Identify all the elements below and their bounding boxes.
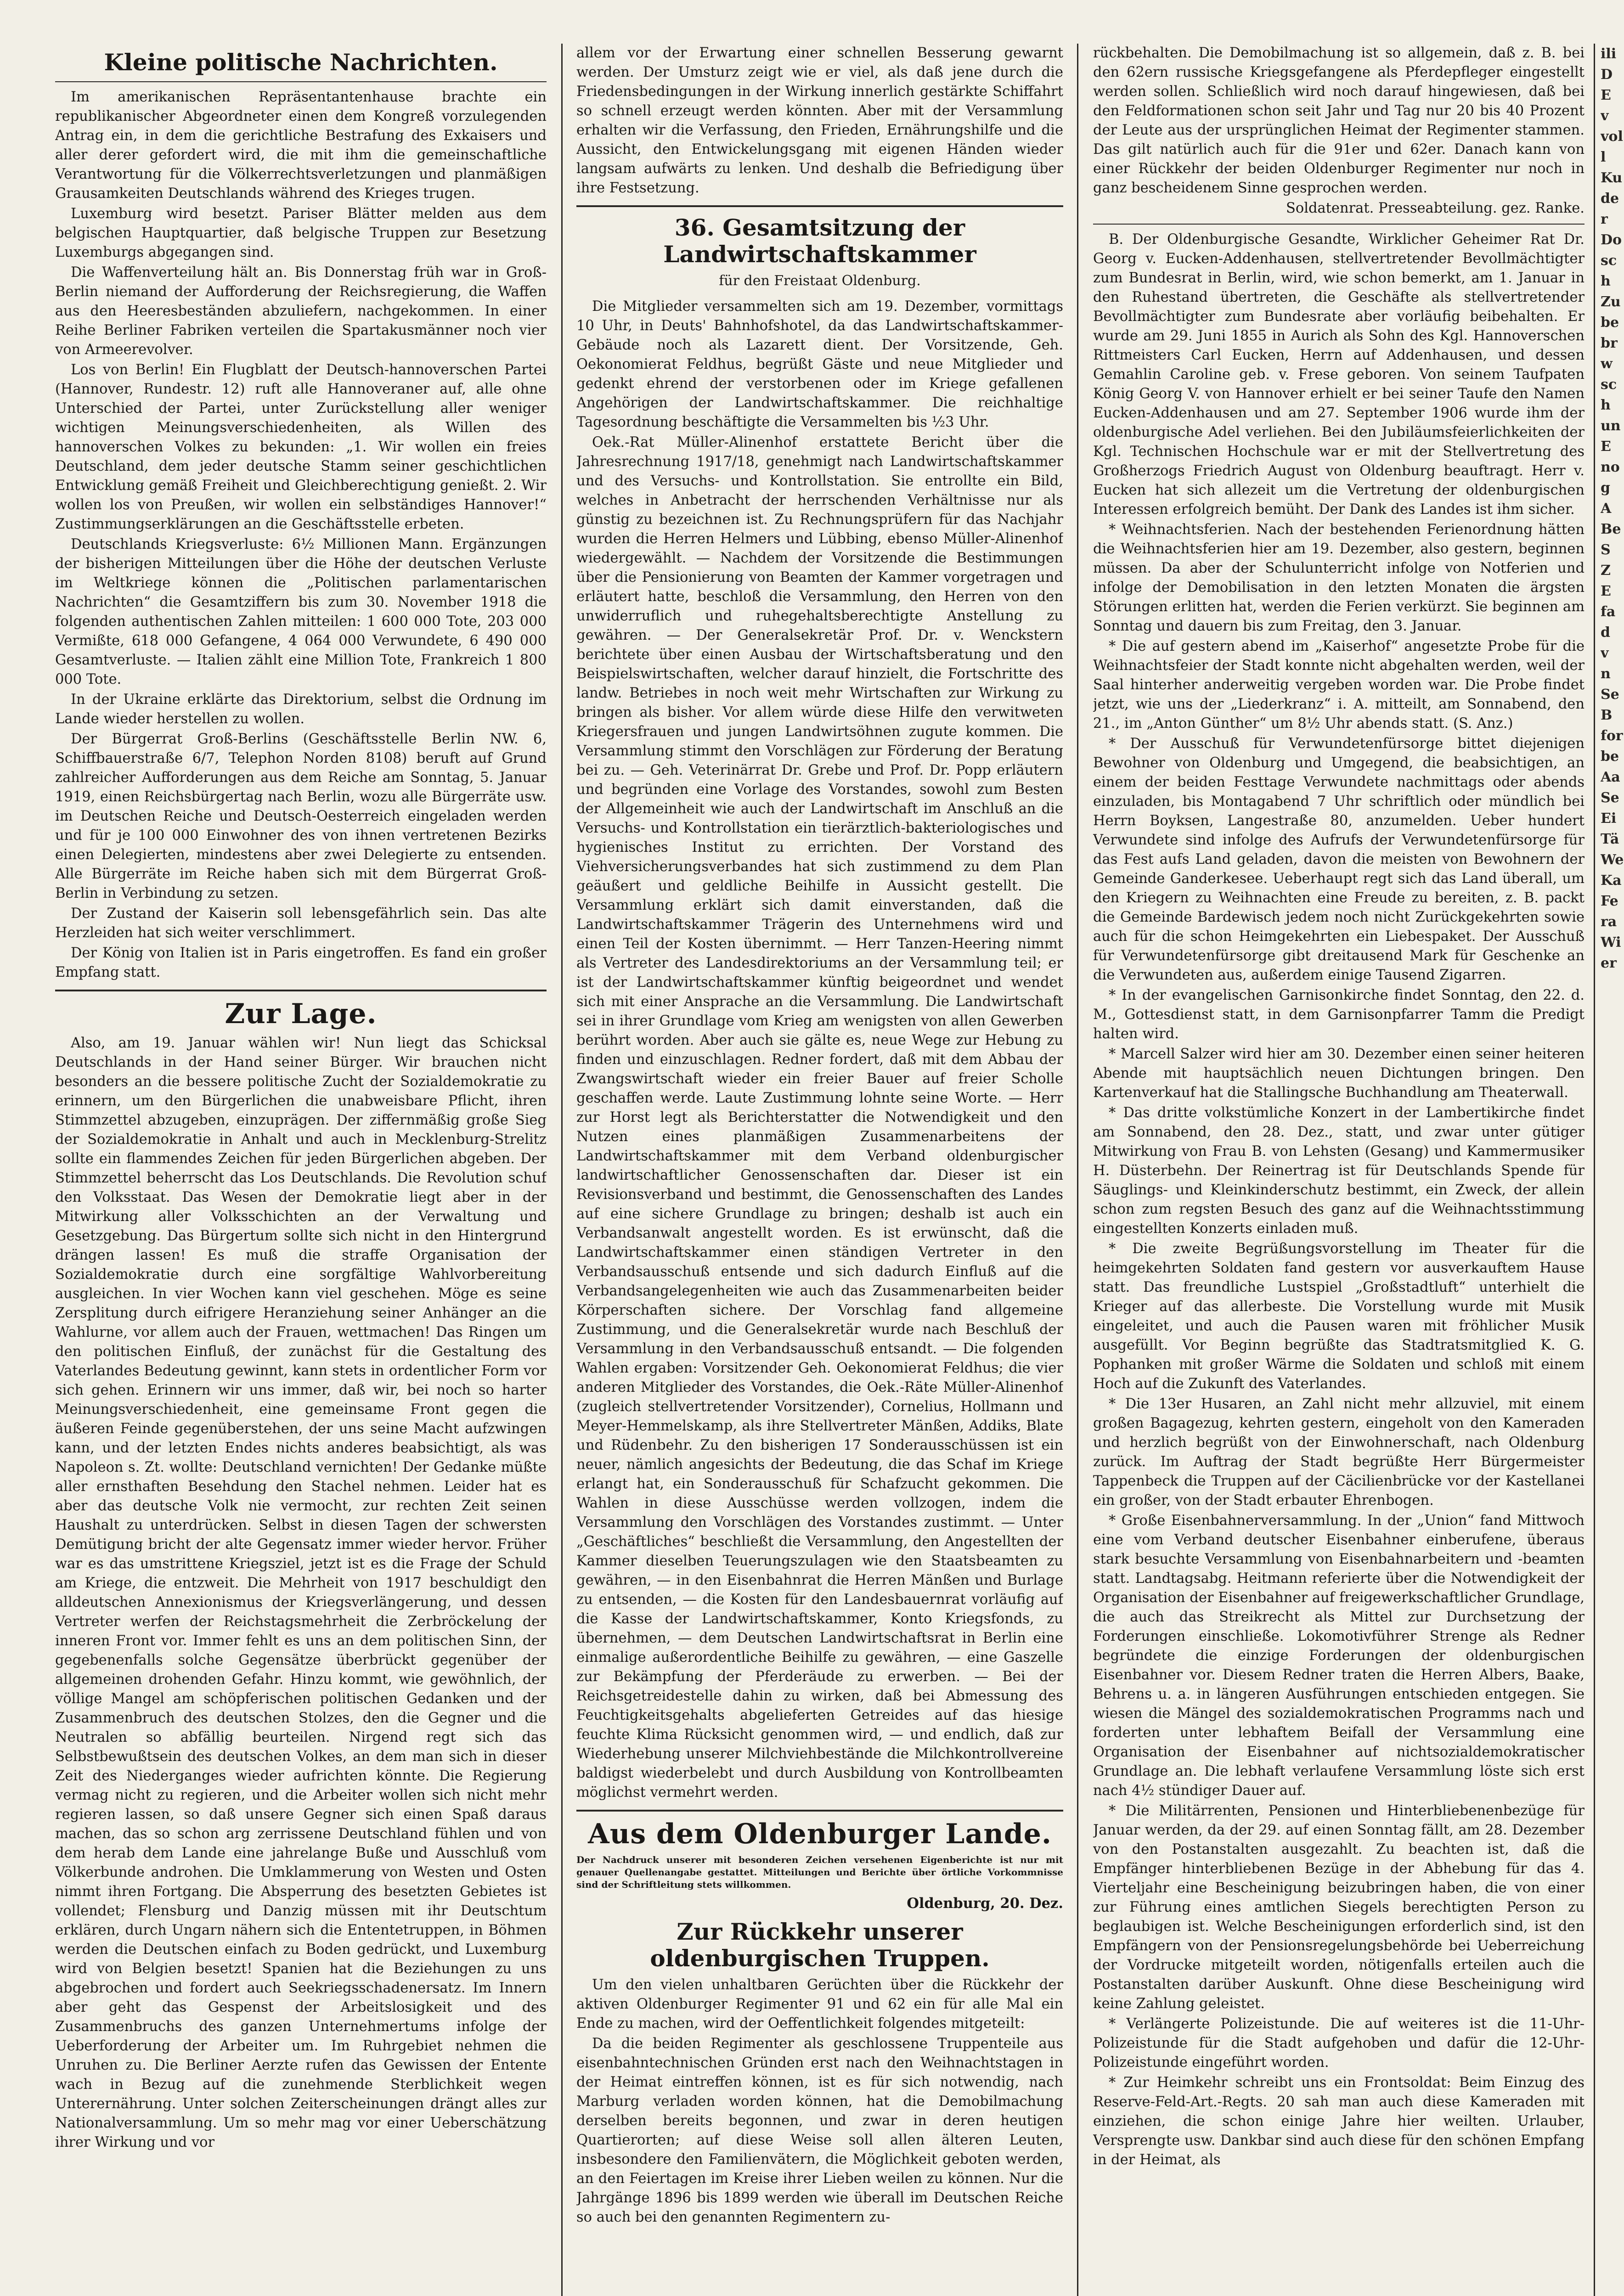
news-paragraph: Der Zustand der Kaiserin soll lebensgefährlich sein. Das alte Herzleiden hat sich weiter verschlimmert. bbox=[55, 906, 547, 941]
column-rule-3 bbox=[1594, 44, 1595, 2296]
divider bbox=[55, 990, 547, 991]
article-paragraph: Da die beiden Regimenter als geschlossene Truppenteile aus eisenbahntechnischen Gründen erst nach den Weihnachtstagen in der Heimat eintreffen können, ist es für sich notwendig, nach Marburg verladen worden können, hat die Demobilmachung derselben bereits begonnen, und zwar in deren heutigen Quartierorten; auf diese Weise soll allen älteren Leuten, insbesondere den Familienvätern, die Möglichkeit geboten werden, an den Feiertagen im Kreise ihrer Lieben weilen zu können. Nur die Jahrgänge 1896 bis 1899 werden wie überall im Deutschen Reiche so auch bei den genannten Regimentern zu- bbox=[576, 2036, 1063, 2225]
local-news-item: * Große Eisenbahnerversammlung. In der „Union“ fand Mittwoch eine vom Verband deutscher Eisenbahner einberufene, überaus stark besuchte Versammlung von Eisenbahnarbeitern und -beamten statt. Landtagsabg. Heitmann referierte über die Notwendigkeit der Organisation der Eisenbahner auf freigewerkschaftlicher Grundlage, die auch das Streikrecht als Mittel zur Durchsetzung der Forderungen einschließe. Lokomotivführer Strenge als Redner begründete die einzige Forderungen der oldenburgischen Eisenbahner vor. Diesem Redner traten die Herren Albers, Baake, Behrens u. a. in längeren Ausführungen entschieden entgegen. Sie wiesen die Mängel des sozialdemokratischen Programms nach und forderten unter lebhaftem Beifall der Versammlung eine Organisation der Eisenbahner auf nichtsozialdemokratischer Grundlage an. Die lebhaft verlaufene Versammlung löste sich erst nach 4½ stündiger Dauer auf. bbox=[1093, 1513, 1585, 1799]
column-rule-2 bbox=[1077, 44, 1078, 2296]
local-news-item: * Der Ausschuß für Verwundetenfürsorge bittet diejenigen Bewohner von Oldenburg und Umgegend, die beabsichtigen, an einem der beiden Festtage Verwundete nachmittags oder abends einzuladen, bis Montagabend 7 Uhr schriftlich oder mündlich bei Herrn Boyksen, Langestraße 80, anzumelden. Ueber hundert Verwundete sind infolge des Aufrufs der Verwundetenfürsorge für das Fest aufs Land geladen, davon die meisten von Bewohnern der Gemeinde Ganderkesee. Ueberhaupt regt sich das Land überall, um den Kriegern zu Weihnachten eine Freude zu bereiten, z. B. packt die Gemeinde Bardewisch jedem noch nicht Zurückgekehrten sowie auch für die schon Heimgekehrten ein Liebespaket. Der Ausschuß für Verwundetenfürsorge gibt dreitausend Mark für Geschenke an die Verwundeten aus, außerdem einige Tausend Zigarren. bbox=[1093, 736, 1585, 983]
article-body: Also, am 19. Januar wählen wir! Nun liegt das Schicksal Deutschlands in der Hand seiner Bürger. Wir brauchen nicht besonders an die bessere politische Zucht der Sozialdemokratie zu erinnern, um den Bürgerlichen die unabweisbare Pflicht, ihren Stimmzettel abzugeben, einzuprägen. Der ziffernmäßig große Sieg der Sozialdemokratie in Anhalt und auch in Mecklenburg-Strelitz sollte ein flammendes Zeichen für jeden Bürgerlichen abgeben. Der Stimmzettel beherrscht das Los Deutschlands. Die Revolution schuf den Volksstaat. Das Wesen der Demokratie liegt aber in der Mitwirkung aller Volksschichten an der Verwaltung und Gesetzgebung. Das Bürgertum sollte sich nicht in den Hintergrund drängen lassen! Es muß die straffe Organisation der Sozialdemokratie durch eine sorgfältige Wahlvorbereitung ausgleichen. In vier Wochen kann viel geschehen. Möge es seine Zersplitung durch eifrigere Heranziehung seiner Anhänger an die Wahlurne, vor allem auch der Frauen, wettmachen! Das Ringen um den politischen Einfluß, der zunächst für die Gestaltung des Vaterlandes Bedeutung gewinnt, kann stets in ordentlicher Form vor sich gehen. Erinnern wir uns immer, daß wir, bei noch so harter Meinungsverschiedenheit, eine gemeinsame Front gegen die äußeren Feinde gegenüberstehen, der uns seine Macht aufzwingen kann, und der letzten Endes nichts anderes beabsichtigt, als was Napoleon s. Zt. wollte: Deutschland vernichten! Der Gedanke müßte aller ernsthaften Besehdung den Stachel nehmen. Leider hat es aber das deutsche Volk nie vermocht, zur rechten Zeit seinen Haushalt zu unterdrücken. Selbst in diesen Tagen der schwersten Demütigung bricht der alte Gegensatz immer wieder hervor. Früher war es das umstrittene Kriegsziel, jetzt ist es die Frage der Schuld am Kriege, die entzweit. Die Mehrheit von 1917 beschuldigt den alldeutschen Annexionismus der Kriegsverlängerung, und dessen Vertreter werfen der Reichstagsmehrheit die Zerbröckelung der inneren Front vor. Immer fehlt es uns an dem politischen Sinn, der gegebenenfalls solche Gegensätze überbrückt gegenüber der allgemeinen drohenden Gefahr. Hinzu kommt, wie gewöhnlich, der völlige Mangel am schöpferischen politischen Gedanken und der Zusammenbruch des deutschen Stolzes, den die Gegner und die Neutralen so abfällig beurteilen. Nirgend regt sich das Selbstbewußtsein des deutschen Volkes, an dem man sich in dieser Zeit des Niederganges wieder aufrichten könnte. Die Regierung vermag nicht zu regieren, und die Arbeiter wollen sich nicht mehr regieren lassen, so daß unsere Gegner sich einen Spaß daraus machen, das so schon arg zerrissene Deutschland fühlen und von dem herab dem Lande eine jahrelange Buße und Ausschluß vom Völkerbunde androhen. Die Umklammerung von Westen und Osten nimmt ihren Fortgang. Die Absperrung des besetzten Gebietes ist vollendet; Flensburg und Danzig müssen mit ihr Deutschtum erklären, durch Ungarn nähern sich die Ententetruppen, in Böhmen werden die Deutschen einfach zu Boden gedrückt, und Luxemburg wird von Belgien besetzt! Spanien hat die Beziehungen zu uns abgebrochen und fordert auch Seekriegsschadenersatz. Im Innern aber geht das Gespenst der Arbeitslosigkeit und des Zusammenbruchs des ganzen Unternehmertums infolge der Ueberforderung der Arbeiter um. Im Ruhrgebiet nehmen die Unruhen zu. Die Berliner Aerzte rufen das Gewissen der Entente wach in Bezug auf die zunehmende Sterblichkeit wegen Unterernährung. Unter solchen Zeiterscheinungen drängt alles zur Nationalversammlung. Um so mehr mag vor einer Ueberschätzung ihrer Wirkung und vor bbox=[55, 1035, 547, 2150]
column-left bbox=[55, 44, 547, 2296]
column-rule-1 bbox=[561, 44, 563, 2296]
article-paragraph: Die Mitglieder versammelten sich am 19. Dezember, vormittags 10 Uhr, in Deuts' Bahnhofshotel, da das Landwirtschaftskammer-Gebäude noch als Lazarett dient. Der Vorsitzende, Geh. Oekonomierat Feldhus, begrüßt Gäste und neue Mitglieder und gedenkt ehrend der verstorbenen oder im Kriege gefallenen Angehörigen der Landwirtschaftskammer. Die reichhaltige Tagesordnung beschäftigte die Versammelten bis ½3 Uhr. bbox=[576, 298, 1063, 430]
news-paragraph: In der Ukraine erklärte das Direktorium, selbst die Ordnung im Lande wieder herstellen zu wollen. bbox=[55, 692, 547, 727]
column-middle bbox=[576, 44, 1063, 2296]
dateline: Oldenburg, 20. Dez. bbox=[907, 1895, 1063, 1912]
local-news-item: * Die 13er Husaren, an Zahl nicht mehr allzuviel, mit einem großen Bagagezug, kehrten gestern, eingeholt von den Kameraden und herzlich begrüßt von der Einwohnerschaft, nach Oldenburg zurück. Im Auftrag der Stadt begrüßte Herr Bürgermeister Tappenbeck die Truppen auf der Cäcilienbrücke vor der Kastellanei ein großer, von der Stadt erbauter Ehrenbogen. bbox=[1093, 1396, 1585, 1508]
column-right bbox=[1093, 44, 1585, 2296]
divider bbox=[1093, 224, 1585, 225]
news-paragraph: Los von Berlin! Ein Flugblatt der Deutsch-hannoverschen Partei (Hannover, Rundestr. 12) ruft alle Hannoveraner auf, alle ohne Unterschied der Partei, unter Zurückstellung aller weniger wichtigen Meinungsverschiedenheiten, als Willen des hannoverschen Volkes zu bekunden: „1. Wir wollen ein freies Deutschland, dem jeder deutsche Stamm seiner geschichtlichen Entwicklung gemäß Freiheit und Gleichberechtigung genießt. 2. Wir wollen los von Preußen, wir wollen ein selbständiges Hannover!“ Zustimmungserklärungen an die Geschäftsstelle erbeten. bbox=[55, 362, 547, 532]
local-news-item: * Weihnachtsferien. Nach der bestehenden Ferienordnung hätten die Weihnachtsferien hier am 19. Dezember, also gestern, beginnen müssen. Da aber der Schulunterricht infolge von Notferien und infolge der Demobilisation in den letzten Monaten die ärgsten Störungen erlitten hat, werden die Ferien verkürzt. Sie beginnen am Sonntag und dauern bis zum Freitag, den 3. Januar. bbox=[1093, 522, 1585, 634]
article-paragraph: Oek.-Rat Müller-Alinenhof erstattete Bericht über die Jahresrechnung 1917/18, genehmigt nach Landwirtschaftskammer und des Versuchs- und Kontrollstation. Sie entrollte ein Bild, welches in Anbetracht der herrschenden Verhältnisse nur als günstig zu bezeichnen ist. Zu Rechnungsprüfern für das Nachjahr wurden die Herren Helmers und Lübbing, ebenso Müller-Alinenhof wiedergewählt. — Nachdem der Vorsitzende die Bestimmungen über die Pensionierung von Beamten der Kammer vorgetragen und erläutert hatte, beschloß die Versammlung, den Herren von den unwiderruflich und ruhegehaltsberechtigte Anstellung zu gewähren. — Der Generalsekretär Prof. Dr. v. Wenckstern berichtete über einen Ausbau der Wirtschaftsberatung und den Beispielswirtschaften, welcher darauf hinzielt, die Fortschritte des landw. Betriebes in noch weit mehr Wirtschaften zur Wirkung zu bringen als bisher. Vor allem würde diese Hilfe den verwitweten Kriegersfrauen und jungen Landwirtsöhnen zugute kommen. Die Versammlung stimmt den Vorschlägen zur Förderung der Beratung bei zu. — Geh. Veterinärrat Dr. Grebe und Prof. Dr. Popp erläutern und begründen eine Vorlage des Vorstandes, sowohl zum Besten der Allgemeinheit wie auch der Landwirtschaft im Anschluß an die Versuchs- und Kontrollstation ein tierärztlich-bakteriologisches und hygienisches Institut zu errichten. Der Vorstand des Viehversicherungsverbandes hat sich zustimmend zu dem Plan geäußert und geldliche Beihilfe in Aussicht gestellt. Die Versammlung erklärt sich damit einverstanden, daß die Landwirtschaftskammer Trägerin des Unternehmens wird und einen Teil der Kosten übernimmt. — Herr Tanzen-Heering nimmt als Vertreter des Landesdirektoriums an der Versammlung teil; er ist der Landwirtschaftskammer künftig beigeordnet und wendet sich mit einer Ansprache an die Versammlung. Die Landwirtschaft sei in ihrer Grundlage vom Krieg am wenigsten von allen Gewerben berührt worden. Aber auch sie gälte es, neue Wege zur Hebung zu finden und einzuschlagen. Redner fordert, daß mit dem Abbau der Zwangswirtschaft wieder ein freier Bauer auf freier Scholle geschaffen werde. Laute Zustimmung lohnte seine Worte. — Herr zur Horst legt als Berichterstatter die Notwendigkeit und den Nutzen eines planmäßigen Zusammenarbeitens der Landwirtschaftskammer mit dem Verband oldenburgischer landwirtschaftlicher Genossenschaften dar. Dieser ist ein Revisionsverband und bestimmt, die Genossenschaften des Landes auf eine sichere Grundlage zu bringen; deshalb ist auch ein Verbandsanwalt angestellt worden. Es ist erwünscht, daß die Landwirtschaftskammer einen ständigen Vertreter in den Verbandsausschuß entsende und sich dadurch Einfluß auf die Verbandsangelegenheiten wie auch das Zusammenarbeiten beider Körperschaften sichere. Der Vorschlag fand allgemeine Zustimmung, und die Generalsekretär wurde nach Beschluß der Versammlung in den Verbandsausschuß entsandt. — Die folgenden Wahlen ergaben: Vorsitzender Geh. Oekonomierat Feldhus; die vier anderen Mitglieder des Vorstandes, die Oek.-Räte Müller-Alinenhof (zugleich stellvertretender Vorsitzender), Cornelius, Hollmann und Meyer-Hemmelskamp, als ihre Stellvertreter Mänßen, Addiks, Blate und Rüdenbehr. Zu den bisherigen 17 Sonderausschüssen ist ein neuer, nämlich angesichts der Bedeutung, die das Schaf im Kriege erlangt hat, ein Sonderausschuß für Schafzucht gekommen. Die Wahlen in diese Ausschüsse werden vollzogen, indem die Versammlung den Vorschlägen des Vorstandes zustimmt. — Unter „Geschäftliches“ beschließt die Versammlung, den Angestellten der Kammer dieselben Teuerungszulagen wie den Staatsbeamten zu gewähren, — in den Eisenbahnrat die Herren Mänßen und Burlage zu entsenden, — die Kosten für den Landesbauernrat vorläufig auf die Kasse der Landwirtschaftskammer, Konto Kriegsfonds, zu übernehmen, — dem Deutschen Landwirtschaftsrat in Berlin eine einmalige außerordentliche Beihilfe zu gewähren, — eine Gaszelle zur Bekämpfung der Pferderäude zu erwerben. — Bei der Reichsgetreidestelle dahin zu wirken, daß bei Abmessung des Feuchtigkeitsgehalts abgelieferten Getreides auf das hiesige feuchte Klima Rücksicht genommen wird, — und endlich, daß zur Wiederhebung unserer Milchviehbestände die Milchkontrollvereine baldigst wiederbelebt und durch Ausbildung von Kontrollbeamten möglichst vermehrt werden. bbox=[576, 434, 1063, 1801]
article-paragraph: Um den vielen unhaltbaren Gerüchten über die Rückkehr der aktiven Oldenburger Regimenter 91 und 62 ein für alle Mal ein Ende zu machen, wird der Oeffentlichkeit folgendes mitgeteilt: bbox=[576, 1977, 1063, 2032]
signature: Soldatenrat. Presseabteilung. gez. Ranke. bbox=[1286, 200, 1585, 216]
local-news-item: * Die auf gestern abend im „Kaiserhof“ angesetzte Probe für die Weihnachtsfeier der Stadt konnte nicht abgehalten werden, weil der Saal hinterher anderweitig vergeben worden war. Die Probe findet jetzt, wie uns der „Liederkranz“ i. A. mitteilt, am Sonnabend, den 21., im „Anton Günther“ um 8½ Uhr abends statt. (S. Anz.) bbox=[1093, 638, 1585, 732]
local-news-item: * Das dritte volkstümliche Konzert in der Lambertikirche findet am Sonnabend, den 28. Dez., statt, und zwar unter gütiger Mitwirkung von Frau B. von Lehsten (Gesang) und Kammermusiker H. Düsterbehn. Der Reinertrag ist für Deutschlands Spende für Säuglings- und Kleinkinderschutz bestimmt, ein Zweck, der allein schon zum regsten Besuch des ganz auf die Weihnachtsstimmung eingestellten Konzerts einladen muß. bbox=[1093, 1105, 1585, 1237]
article-continuation: rückbehalten. Die Demobilmachung ist so allgemein, daß z. B. bei den 62ern russische Kriegsgefangene als Pferdepfleger eingestellt werden sollen. Schließlich wird noch darauf hingewiesen, daß bei den Feldformationen schon seit Jahr und Tag nur 20 bis 40 Prozent der Leute aus der ursprünglichen Heimat der Regimenter stammen. Das gilt natürlich auch für die 91er und 62er. Danach kann von einer Rückkehr der beiden Oldenburger Regimenter nur noch in ganz bescheidenem Sinne gesprochen werden. bbox=[1093, 45, 1585, 196]
divider bbox=[576, 205, 1063, 207]
news-paragraph: Die Waffenverteilung hält an. Bis Donnerstag früh war in Groß-Berlin niemand der Aufforderung der Reichsregierung, die Waffen aus den Heeresbeständen abzuliefern, nachgekommen. In einer Reihe Berliner Fabriken verteilen die Spartakusmänner noch vier von Armeerevolver. bbox=[55, 264, 547, 358]
local-news-item: * In der evangelischen Garnisonkirche findet Sonntag, den 22. d. M., Gottesdienst statt, in dem Garnisonpfarrer Tamm die Predigt halten wird. bbox=[1093, 987, 1585, 1042]
divider bbox=[55, 81, 547, 82]
local-news-item: * Verlängerte Polizeistunde. Die auf weiteres ist die 11-Uhr-Polizeistunde für die Stadt aufgehoben und dafür die 12-Uhr-Polizeistunde eingeführt worden. bbox=[1093, 2016, 1585, 2071]
article-continuation: allem vor der Erwartung einer schnellen Besserung gewarnt werden. Der Umsturz zeigt wie er viel, als daß jene durch die Friedensbedingungen in der Wirkung innerlich gestärkte Schiffahrt so schnell erzeugt werden könnten. Aber mit der Versammlung erhalten wir die Verfassung, den Frieden, Ernährungshilfe und die Aussicht, den Entwickelungsgang mit eigenen Händen wieder langsam aufwärts zu lenken. Und deshalb die Befriedigung über ihre Festsetzung. bbox=[576, 45, 1063, 196]
local-news-item: * Marcell Salzer wird hier am 30. Dezember einen seiner heiteren Abende mit hauptsächlich neuen Dichtungen bringen. Den Kartenverkauf hat die Stallingsche Buchhandlung am Theaterwall. bbox=[1093, 1046, 1585, 1101]
divider bbox=[576, 1810, 1063, 1812]
news-paragraph: Im amerikanischen Repräsentantenhause brachte ein republikanischer Abgeordneter einen dem Kongreß vorzulegenden Antrag ein, in dem die gerichtliche Bestrafung des Exkaisers und aller derer gefordert wird, die mit ihm die gemeinschaftliche Verantwortung für die Völkerrechtsverletzungen und planmäßigen Grausamkeiten Deutschlands während des Krieges trugen. bbox=[55, 89, 547, 202]
cropped-next-column: ili D E v voll Ku der Do sch Zu be br w sch un E no g A Be S Z E fa d v n Se B for be Aa Se Ei Tä We Ka Fe ra Wi er bbox=[1601, 46, 1624, 971]
local-news-item: * Zur Heimkehr schreibt uns ein Frontsoldat: Beim Einzug des Reserve-Feld-Art.-Regts. 20 sah man auch diese Kameraden mit einziehen, die schon einige Jahre hier weilten. Urlauber, Versprengte usw. Dankbar sind auch diese für den schönen Empfang in der Heimat, als bbox=[1093, 2075, 1585, 2168]
local-news-item: * Die Militärrenten, Pensionen und Hinterbliebenenbezüge für Januar werden, da der 29. auf einen Sonntag fällt, am 28. Dezember von den Postanstalten ausgezahlt. Zu beachten ist, daß die Empfänger hinterbliebenen Bezüge in der Abhebung für das 4. Vierteljahr eine Bescheinigung beizubringen haben, die von einer zur Führung eines amtlichen Siegels berechtigten Person zu beglaubigen ist. Welche Bescheinigungen erforderlich sind, ist den Empfängern von der Pensionsregelungsbehörde bei Ueberreichung der Vordrucke mitgeteilt worden, nötigenfalls erteilen auch die Postanstalten darüber Auskunft. Ohne diese Bescheinigung wird keine Zahlung geleistet. bbox=[1093, 1803, 1585, 2012]
headline-kleine-nachrichten: Kleine politische Nachrichten. bbox=[104, 49, 498, 76]
news-paragraph: Der Bürgerrat Groß-Berlins (Geschäftsstelle Berlin NW. 6, Schiffbauerstraße 6/7, Telephon Norden 8108) beruft auf Grund zahlreicher Aufforderungen aus dem Reiche am Sonntag, 5. Januar 1919, einen Reichsbürgertag nach Berlin, wozu alle Bürgerräte usw. im Deutschen Reiche und Deutsch-Oesterreich eingeladen werden und für je 100 000 Einwohner des von ihnen vertretenen Bezirks einen Delegierten, mindestens aber zwei Delegierte zu entsenden. Alle Bürgerräte im Reiche haben sich mit dem Bürgerrat Groß-Berlin in Verbindung zu setzen. bbox=[55, 731, 547, 901]
local-news-item: B. Der Oldenburgische Gesandte, Wirklicher Geheimer Rat Dr. Georg v. Eucken-Addenhausen, stellvertretender Bevollmächtigter zum Bundesrat in Berlin, wird, wie schon bemerkt, am 1. Januar in den Ruhestand übertreten, die Geschäfte als stellvertretender Bevollmächtigter zum Bundesrate aber vorläufig beibehalten. Er wurde am 29. Juni 1855 in Aurich als Sohn des Kgl. Hannoverschen Rittmeisters Carl Eucken, Herrn auf Addenhausen, und dessen Gemahlin Caroline geb. v. Frese geboren. Von seinem Taufpaten König Georg V. von Hannover erhielt er bei seiner Taufe den Namen Eucken-Addenhausen und am 27. September 1906 wurde ihm der oldenburgische Adel verliehen. Bei den Jubiläumsfeierlichkeiten der Kgl. Technischen Hochschule war er mit der Stellvertretung des Großherzogs Friedrich August von Oldenburg beauftragt. Herr v. Eucken hat sich allezeit um die Vertretung der oldenburgischen Interessen erfolgreich bemüht. Der Dank des Landes ist ihm sicher. bbox=[1093, 231, 1585, 518]
headline-rueckkehr-truppen: Zur Rückkehr unserer oldenburgischen Truppen. bbox=[650, 1918, 990, 1972]
local-news-item: * Die zweite Begrüßungsvorstellung im Theater für die heimgekehrten Soldaten fand gestern vor ausverkauftem Hause statt. Das freundliche Lustspiel „Großstadtluft“ unterhielt die Krieger auf das allerbeste. Die Vorstellung wurde mit Musik eingeleitet, und auch die Pausen waren mit fröhlicher Musik ausgefüllt. Vor Beginn begrüßte das Stadtratsmitglied K. G. Pophanken mit großer Wärme die Soldaten und schloß mit einem Hoch auf die Zukunft des Vaterlandes. bbox=[1093, 1241, 1585, 1392]
subheadline: für den Freistaat Oldenburg. bbox=[719, 273, 921, 289]
headline-landwirtschaftskammer: 36. Gesamtsitzung der Landwirtschaftskammer bbox=[663, 214, 976, 268]
news-paragraph: Deutschlands Kriegsverluste: 6½ Millionen Mann. Ergänzungen der bisherigen Mitteilungen über die Höhe der deutschen Verluste im Weltkriege können die „Politischen parlamentarischen Nachrichten“ die Gesamtziffern bis zum 30. November 1918 die folgenden authentischen Zahlen mitteilen: 1 600 000 Tote, 203 000 Vermißte, 618 000 Gefangene, 4 064 000 Verwundete, 6 490 000 Gesamtverluste. — Italien zählt eine Million Tote, Frankreich 1 800 000 Tote. bbox=[55, 536, 547, 687]
news-paragraph: Der König von Italien ist in Paris eingetroffen. Es fand ein großer Empfang statt. bbox=[55, 945, 547, 980]
reprint-notice: Der Nachdruck unserer mit besonderen Zeichen versehenen Eigenberichte ist nur mit genauer Quellenangabe gestattet. Mitteilungen und Berichte über örtliche Vorkommnisse sind der Schriftleitung stets willkommen. bbox=[576, 1854, 1063, 1890]
news-paragraph: Luxemburg wird besetzt. Pariser Blätter melden aus dem belgischen Hauptquartier, daß belgische Truppen zur Besetzung Luxemburgs abgegangen sind. bbox=[55, 206, 547, 260]
headline-oldenburger-lande: Aus dem Oldenburger Lande. bbox=[588, 1818, 1052, 1850]
headline-zur-lage: Zur Lage. bbox=[225, 998, 377, 1030]
